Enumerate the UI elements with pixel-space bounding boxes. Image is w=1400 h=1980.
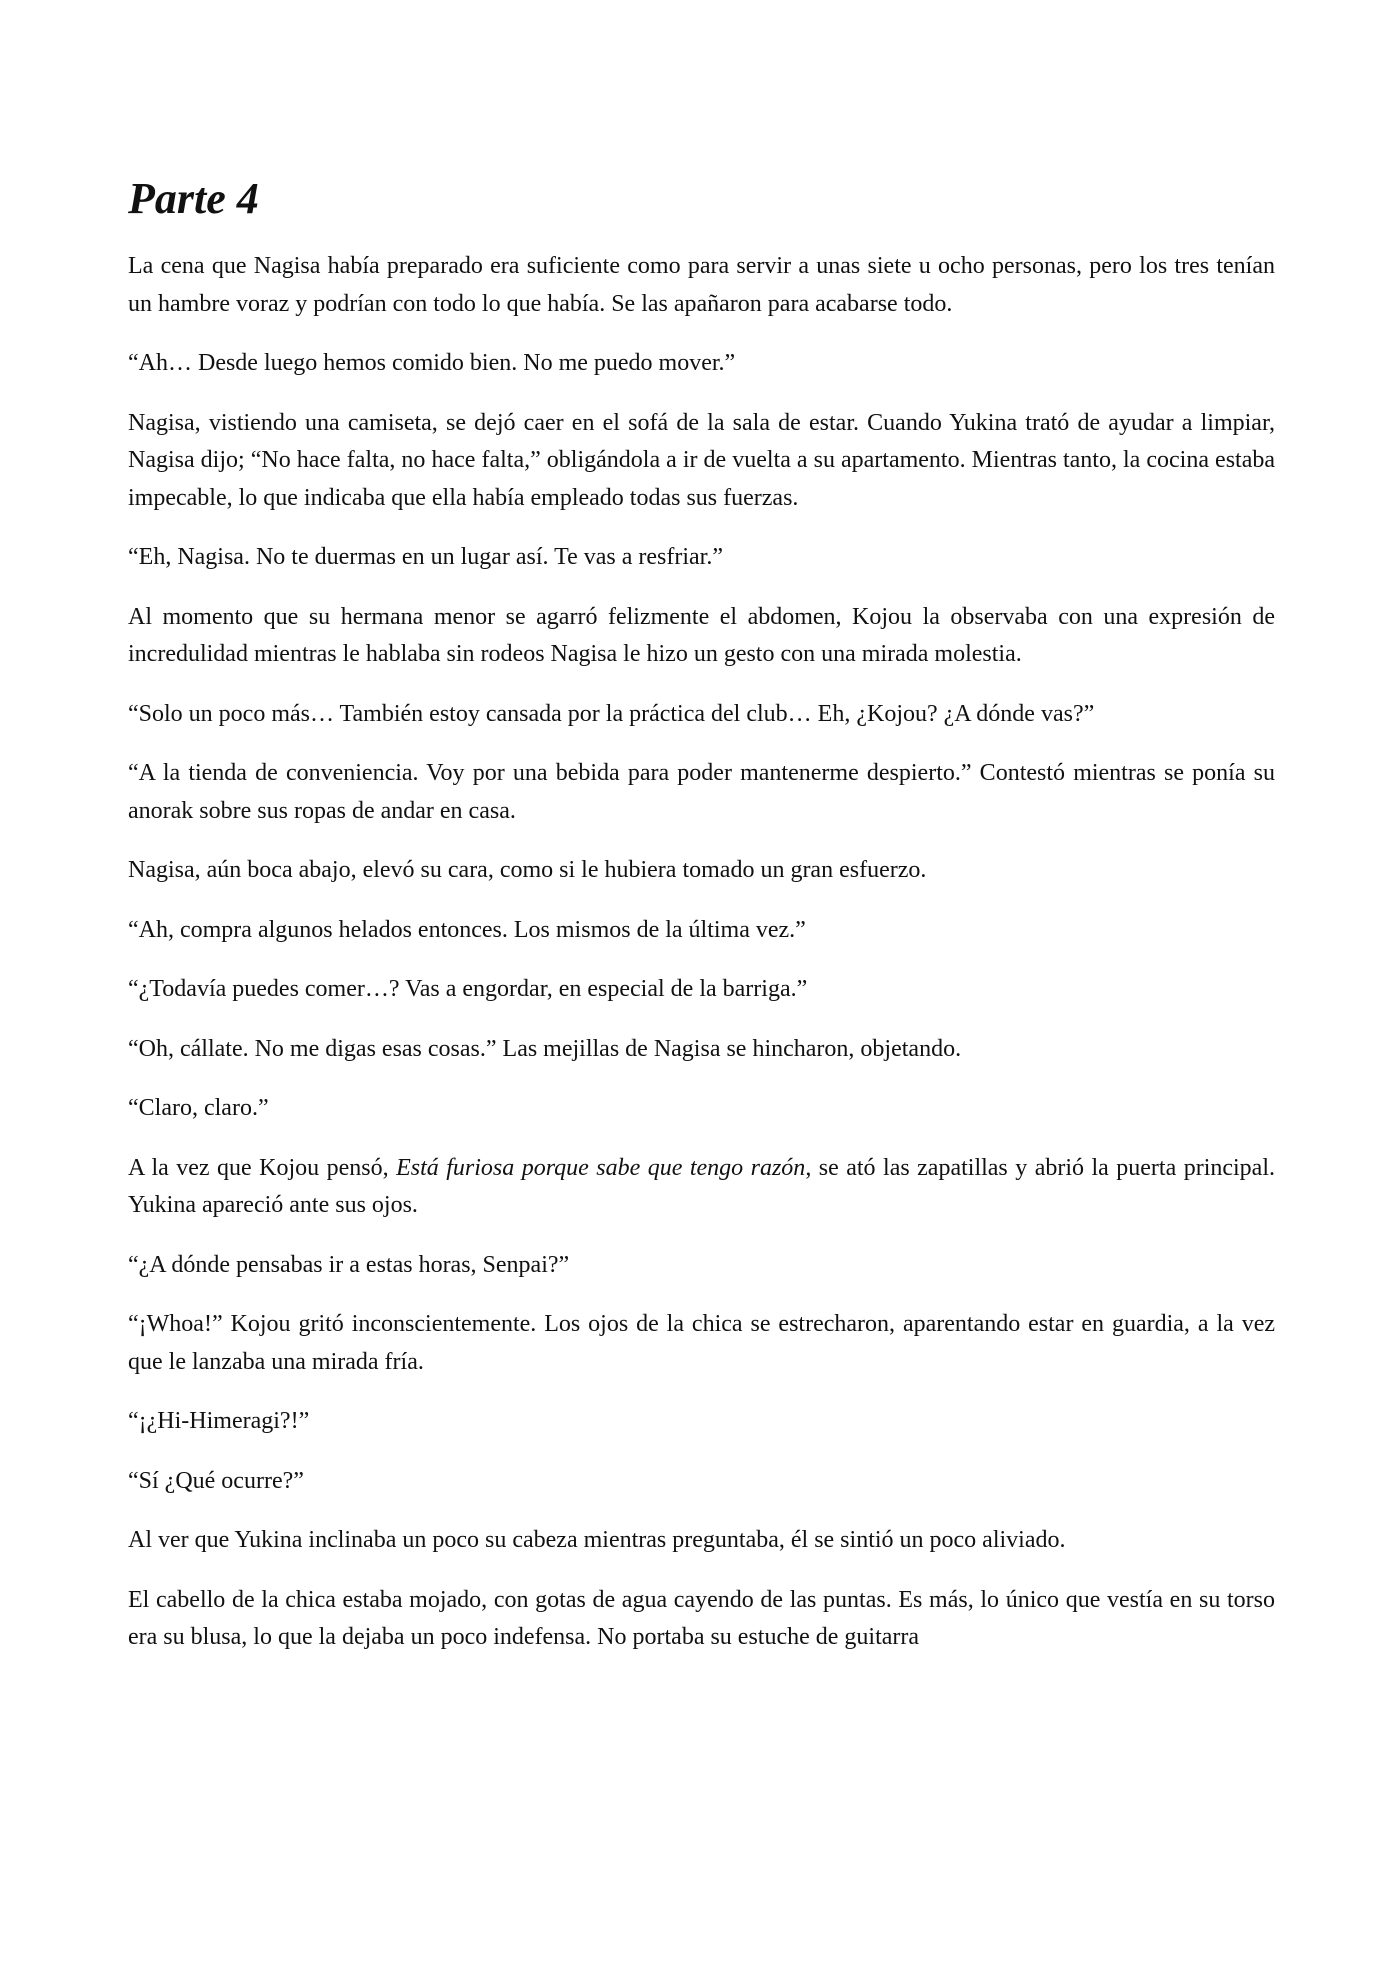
paragraph: Nagisa, vistiendo una camiseta, se dejó caer en el sofá de la sala de estar. Cuando Yukina trató de ayudar a limpiar, Nagisa dijo; “No hace falta, no hace falta,” obligándola a ir de vuelta a su apartamento. Mientras tanto, la cocina estaba impecable, lo que indicaba que ella había empleado todas sus fuerzas. <box>128 409 1275 511</box>
paragraph: “Ah, compra algunos helados entonces. Los mismos de la última vez.” <box>128 916 806 943</box>
paragraph: “Oh, cállate. No me digas esas cosas.” Las mejillas de Nagisa se hincharon, objetando. <box>128 1035 962 1062</box>
paragraph-with-italic <box>128 1150 1275 1225</box>
paragraph: “Ah… Desde luego hemos comido bien. No me puedo mover.” <box>128 350 736 376</box>
italic-thought: Está furiosa porque sabe que tengo razón <box>396 1154 806 1181</box>
paragraph: Al momento que su hermana menor se agarró felizmente el abdomen, Kojou la observaba con una expresión de incredulidad mientras le hablaba sin rodeos Nagisa le hizo un gesto con una mirada molestia. <box>128 603 1275 667</box>
paragraph: “¡¿Hi-Himeragi?!” <box>128 1408 310 1434</box>
paragraph: “Claro, claro.” <box>128 1095 269 1121</box>
paragraph: “¡Whoa!” Kojou gritó inconscientemente. Los ojos de la chica se estrecharon, aparentando estar en guardia, a la vez que le lanzaba una mirada fría. <box>128 1311 1275 1375</box>
paragraph: El cabello de la chica estaba mojado, con gotas de agua cayendo de las puntas. Es más, lo único que vestía en su torso era su blusa, lo que la dejaba un poco indefensa. No portaba su estuche de guitarra <box>128 1586 1275 1650</box>
page-title: Parte 4 <box>128 174 259 223</box>
paragraph-text: A la vez que Kojou pensó, <box>128 1154 397 1181</box>
paragraph: “Eh, Nagisa. No te duermas en un lugar así. Te vas a resfriar.” <box>128 544 723 570</box>
paragraph: “Sí ¿Qué ocurre?” <box>128 1467 304 1494</box>
paragraph: “¿Todavía puedes comer…? Vas a engordar, en especial de la barriga.” <box>128 976 808 1002</box>
paragraph: Al ver que Yukina inclinaba un poco su cabeza mientras preguntaba, él se sintió un poco aliviado. <box>128 1527 1066 1553</box>
paragraph: “A la tienda de conveniencia. Voy por una bebida para poder mantenerme despierto.” Contestó mientras se ponía su anorak sobre sus ropas de andar en casa. <box>128 760 1275 824</box>
paragraph: La cena que Nagisa había preparado era suficiente como para servir a unas siete u ocho personas, pero los tres tenían un hambre voraz y podrían con todo lo que había. Se las apañaron para acabarse todo. <box>128 253 1275 317</box>
paragraph: “Solo un poco más… También estoy cansada por la práctica del club… Eh, ¿Kojou? ¿A dónde vas?” <box>128 700 1095 727</box>
paragraph-text: , se ató las zapatillas y abrió la puerta principal. Yukina apareció ante sus ojos. <box>128 1154 1275 1218</box>
paragraph: “¿A dónde pensabas ir a estas horas, Senpai?” <box>128 1251 570 1278</box>
paragraph: Nagisa, aún boca abajo, elevó su cara, como si le hubiera tomado un gran esfuerzo. <box>128 857 927 883</box>
